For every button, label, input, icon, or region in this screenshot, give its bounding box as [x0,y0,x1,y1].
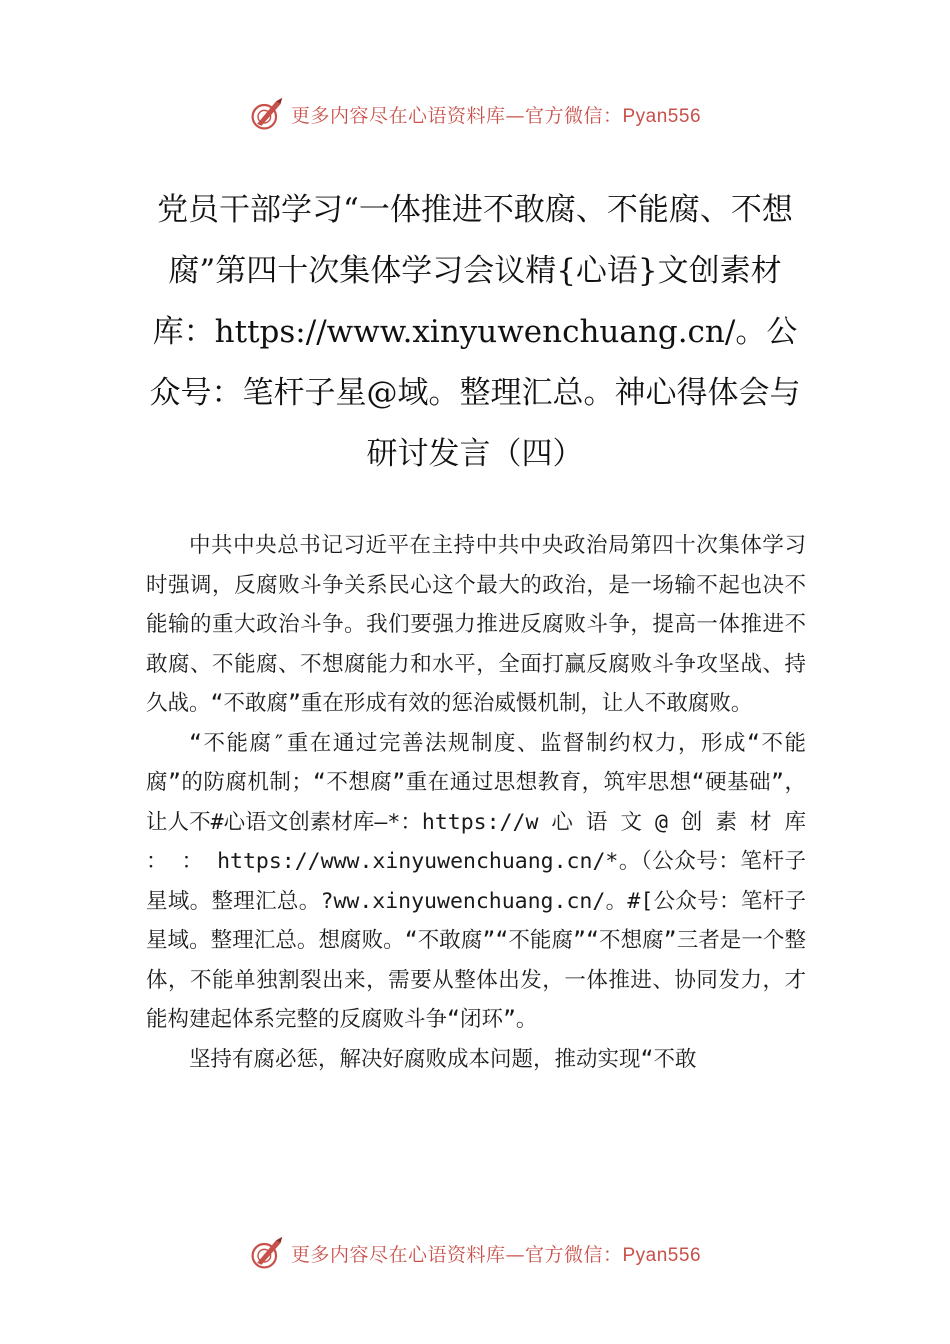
quill-pen-icon [249,1235,285,1271]
wechat-id: Pyan556 [622,1244,702,1266]
footer-watermark-banner [0,1233,950,1273]
paragraph-1: 中共中央总书记习近平在主持中共中央政治局第四十次集体学习时强调，反腐败斗争关系民心这个最大的政治，是一场输不起也决不能输的重大政治斗争。我们要强力推进反腐败斗争，提高一体推进不敢腐、不能腐、不想腐能力和水平，全面打赢反腐败斗争攻坚战、持久战。“不敢腐”重在形成有效的惩治威慑机制，让人不敢腐败。 [146,533,806,716]
document-title: 党员干部学习“一体推进不敢腐、不能腐、不想腐”第四十次集体学习会议精{心语}文创素材库：https://www.xinyuwenchuang.cn/。公众号：笔杆子星@域。整理汇总。神心得体会与研讨发言（四） [149,192,801,472]
paragraph-3: 坚持有腐必惩，解决好腐败成本问题，推动实现“不敢 [189,1046,697,1072]
document-body [146,526,806,1079]
banner-text: 更多内容尽在心语资料库—官方微信：Pyan556 [290,104,702,127]
wechat-id: Pyan556 [622,105,702,127]
paragraph-2: “不能腐″重在通过完善法规制度、监督制约权力，形成“不能腐”的防腐机制；“不想腐”重在通过思想教育，筑牢思想“硬基础”，让人不#心语文创素材库—*：https://w 心 语 文 @ 创 素 材 库 ： ： https://www.xinyuwenchuang.cn/*。（公众号：笔杆子星域。整理汇总。?ww.xinyuwenchuang.cn/。#[公众号：笔杆子星域。整理汇总。想腐败。“不敢腐”“不能腐”“不想腐”三者是一个整体，不能单独割裂出来，需要从整体出发，一体推进、协同发力，才能构建起体系完整的反腐败斗争“闭环”。 [146,730,806,1032]
banner-text: 更多内容尽在心语资料库—官方微信：Pyan556 [290,1243,702,1266]
header-watermark-banner [0,94,950,134]
quill-pen-icon [249,96,285,132]
